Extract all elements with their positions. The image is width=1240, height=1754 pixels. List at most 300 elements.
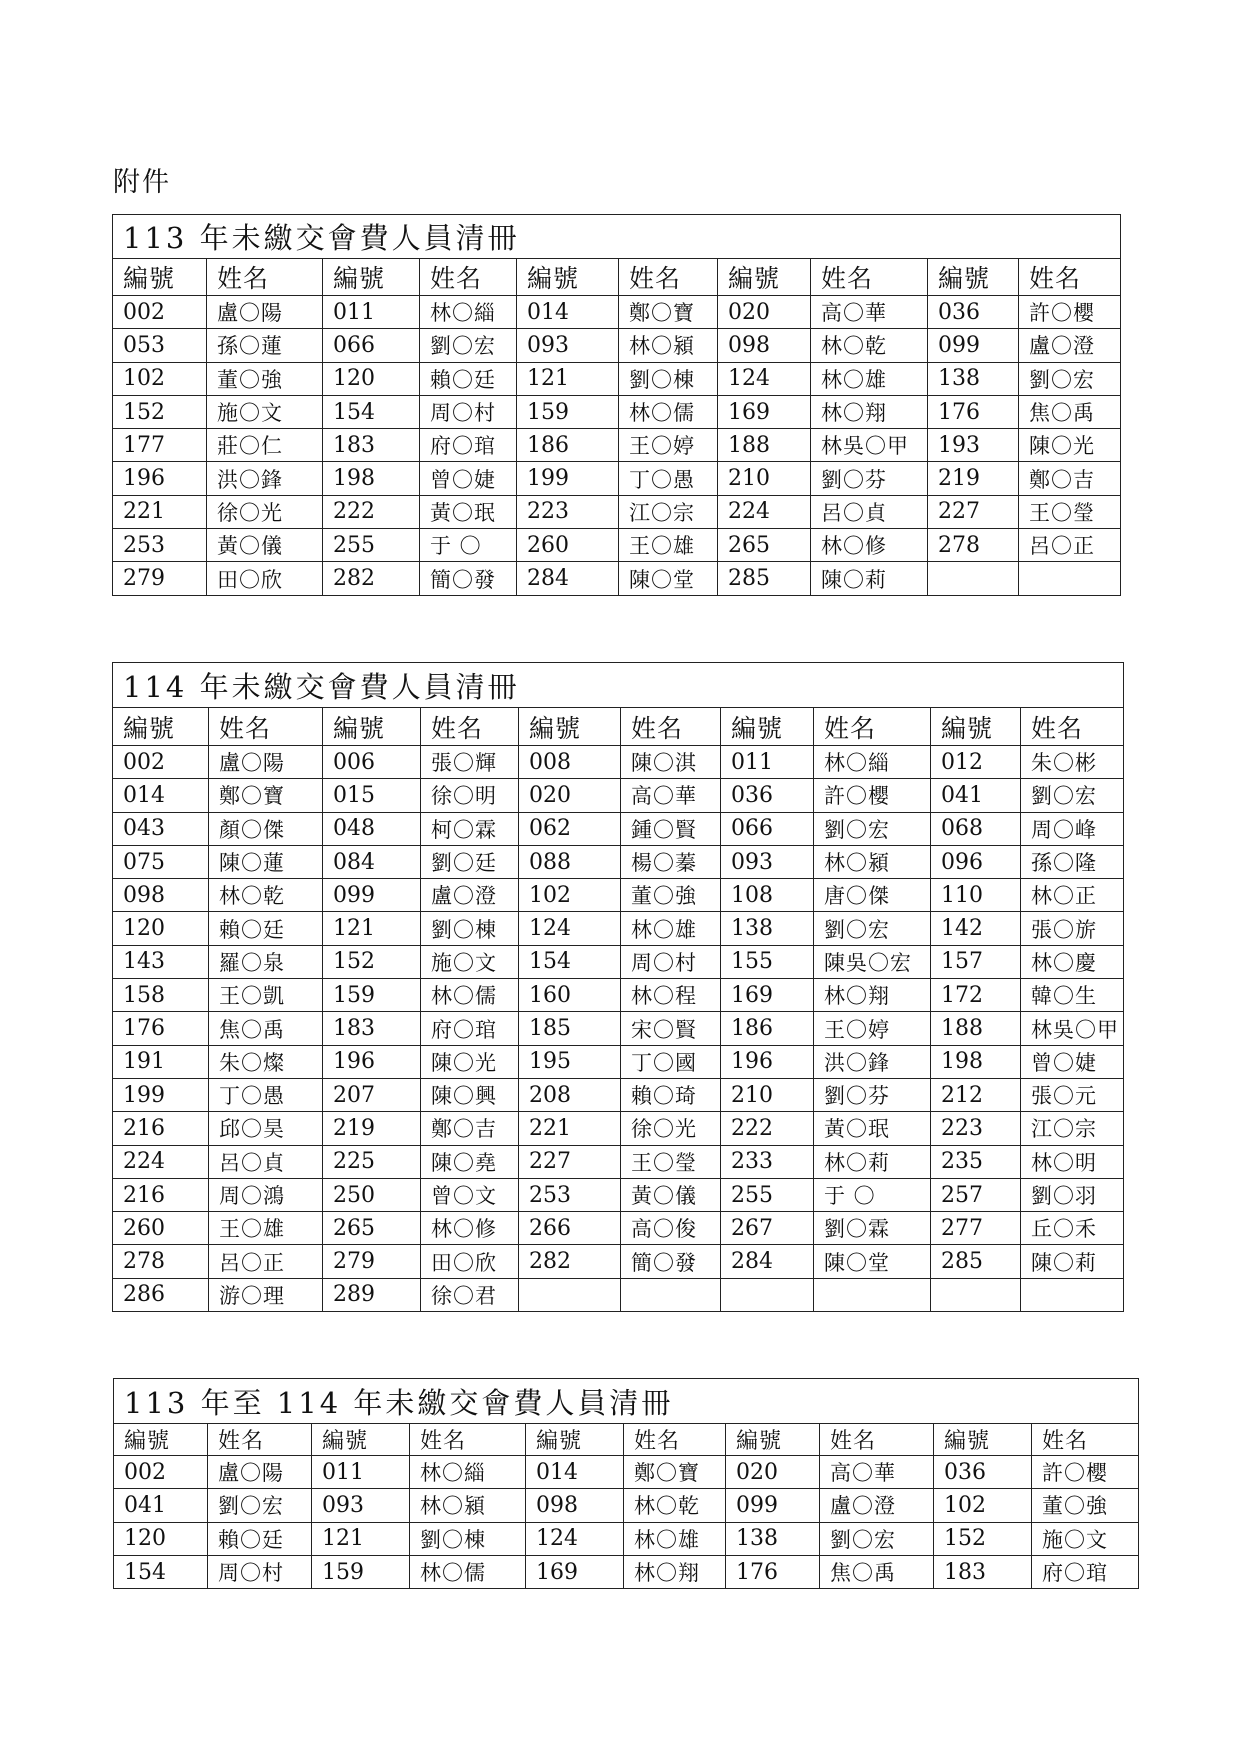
table-row: [113, 462, 1121, 495]
member-name-cell: 洪〇鋒: [814, 1045, 931, 1078]
member-name-cell: 高〇華: [820, 1456, 934, 1489]
member-id-cell: 152: [113, 395, 207, 428]
table-row: [113, 779, 1124, 812]
member-id-cell: 036: [934, 1456, 1032, 1489]
member-id-cell: 002: [113, 296, 207, 329]
member-id-cell: 011: [721, 746, 814, 779]
member-id-cell: 224: [718, 495, 811, 528]
member-name-cell: 劉〇宏: [420, 329, 517, 362]
member-id-cell: 157: [931, 945, 1021, 978]
table-row: [114, 1555, 1139, 1588]
member-id-cell: 278: [113, 1245, 209, 1278]
member-id-cell: 253: [113, 529, 207, 562]
table-row: [113, 912, 1124, 945]
member-name-cell: 唐〇傑: [814, 879, 931, 912]
header-id: 編號: [928, 259, 1019, 296]
header-id: 編號: [517, 259, 619, 296]
member-id-cell: 120: [323, 362, 420, 395]
member-name-cell: 曾〇婕: [420, 462, 517, 495]
table-header-row: [114, 1424, 1139, 1456]
member-id-cell: [928, 562, 1019, 595]
member-id-cell: 266: [519, 1212, 621, 1245]
member-id-cell: 255: [721, 1178, 814, 1211]
member-name-cell: 陳〇堂: [619, 562, 718, 595]
member-name-cell: 劉〇宏: [208, 1489, 312, 1522]
table-row: [114, 1456, 1139, 1489]
member-name-cell: 林吳〇甲: [811, 429, 928, 462]
member-id-cell: 216: [113, 1112, 209, 1145]
member-id-cell: 043: [113, 812, 209, 845]
member-id-cell: 279: [113, 562, 207, 595]
member-name-cell: 林〇乾: [811, 329, 928, 362]
member-id-cell: 093: [312, 1489, 410, 1522]
member-id-cell: 120: [113, 912, 209, 945]
member-id-cell: 185: [519, 1012, 621, 1045]
member-name-cell: 丘〇禾: [1021, 1212, 1124, 1245]
table-row: [113, 879, 1124, 912]
header-name: 姓名: [207, 259, 323, 296]
member-id-cell: 223: [931, 1112, 1021, 1145]
header-name: 姓名: [624, 1424, 726, 1456]
table-title: 113 年至 114 年未繳交會費人員清冊: [114, 1379, 1139, 1424]
member-name-cell: 黃〇儀: [621, 1178, 721, 1211]
member-id-cell: 219: [323, 1112, 421, 1145]
member-name-cell: 林〇緇: [420, 296, 517, 329]
table-title-row: [114, 1379, 1139, 1424]
member-name-cell: 劉〇羽: [1021, 1178, 1124, 1211]
member-name-cell: 邱〇昊: [209, 1112, 323, 1145]
member-id-cell: 048: [323, 812, 421, 845]
member-id-cell: 284: [721, 1245, 814, 1278]
member-name-cell: 張〇元: [1021, 1078, 1124, 1111]
member-id-cell: 084: [323, 845, 421, 878]
member-name-cell: [814, 1278, 931, 1311]
header-name: 姓名: [811, 259, 928, 296]
table-row: [113, 1178, 1124, 1211]
member-name-cell: 施〇文: [421, 945, 519, 978]
member-name-cell: 賴〇廷: [209, 912, 323, 945]
member-id-cell: 169: [721, 979, 814, 1012]
member-name-cell: 丁〇愚: [619, 462, 718, 495]
member-id-cell: 265: [323, 1212, 421, 1245]
member-id-cell: 169: [526, 1555, 624, 1588]
member-id-cell: 121: [323, 912, 421, 945]
member-name-cell: 林〇潁: [814, 845, 931, 878]
member-id-cell: 075: [113, 845, 209, 878]
member-name-cell: 林〇翔: [624, 1555, 726, 1588]
member-id-cell: 066: [323, 329, 420, 362]
table-row: [113, 845, 1124, 878]
table-row: [113, 1112, 1124, 1145]
header-id: 編號: [114, 1424, 208, 1456]
member-name-cell: 賴〇琦: [621, 1078, 721, 1111]
member-id-cell: 207: [323, 1078, 421, 1111]
member-name-cell: 賴〇廷: [208, 1522, 312, 1555]
header-name: 姓名: [1021, 708, 1124, 746]
member-name-cell: 朱〇彬: [1021, 746, 1124, 779]
member-id-cell: 093: [721, 845, 814, 878]
member-name-cell: 林〇潁: [410, 1489, 526, 1522]
member-id-cell: 143: [113, 945, 209, 978]
member-name-cell: 焦〇禹: [1019, 395, 1121, 428]
member-id-cell: 158: [113, 979, 209, 1012]
member-name-cell: 曾〇文: [421, 1178, 519, 1211]
member-name-cell: 陳〇莉: [811, 562, 928, 595]
member-id-cell: 066: [721, 812, 814, 845]
member-name-cell: 江〇宗: [619, 495, 718, 528]
member-id-cell: 008: [519, 746, 621, 779]
roster-table-114: [112, 662, 1124, 1312]
member-id-cell: 199: [113, 1078, 209, 1111]
member-id-cell: 011: [312, 1456, 410, 1489]
attachment-label: 附件: [113, 167, 171, 198]
member-name-cell: 韓〇生: [1021, 979, 1124, 1012]
member-name-cell: 林〇雄: [621, 912, 721, 945]
member-id-cell: 233: [721, 1145, 814, 1178]
member-id-cell: 012: [931, 746, 1021, 779]
table-row: [113, 395, 1121, 428]
member-id-cell: 188: [931, 1012, 1021, 1045]
member-name-cell: 劉〇芬: [811, 462, 928, 495]
table-row: [113, 746, 1124, 779]
member-id-cell: 020: [726, 1456, 820, 1489]
member-id-cell: 011: [323, 296, 420, 329]
member-name-cell: 呂〇正: [1019, 529, 1121, 562]
member-id-cell: 041: [931, 779, 1021, 812]
member-name-cell: 柯〇霖: [421, 812, 519, 845]
member-name-cell: 呂〇貞: [811, 495, 928, 528]
header-id: 編號: [931, 708, 1021, 746]
member-id-cell: 159: [323, 979, 421, 1012]
member-id-cell: 014: [113, 779, 209, 812]
member-id-cell: 196: [113, 462, 207, 495]
header-name: 姓名: [421, 708, 519, 746]
member-name-cell: 林〇儒: [619, 395, 718, 428]
member-id-cell: 155: [721, 945, 814, 978]
member-name-cell: 顏〇傑: [209, 812, 323, 845]
member-id-cell: 222: [721, 1112, 814, 1145]
member-name-cell: 周〇村: [621, 945, 721, 978]
member-id-cell: [519, 1278, 621, 1311]
member-id-cell: 102: [934, 1489, 1032, 1522]
header-id: 編號: [726, 1424, 820, 1456]
table-row: [113, 529, 1121, 562]
table-row: [113, 329, 1121, 362]
member-name-cell: 羅〇泉: [209, 945, 323, 978]
member-id-cell: 124: [519, 912, 621, 945]
member-name-cell: 林〇翔: [814, 979, 931, 1012]
member-id-cell: 014: [517, 296, 619, 329]
member-name-cell: 于 〇: [420, 529, 517, 562]
member-id-cell: 041: [114, 1489, 208, 1522]
member-name-cell: 王〇瑩: [621, 1145, 721, 1178]
member-id-cell: 036: [928, 296, 1019, 329]
header-name: 姓名: [814, 708, 931, 746]
member-name-cell: 黃〇珉: [814, 1112, 931, 1145]
member-id-cell: 152: [323, 945, 421, 978]
table-row: [113, 562, 1121, 595]
header-name: 姓名: [1032, 1424, 1139, 1456]
member-name-cell: 許〇櫻: [1019, 296, 1121, 329]
member-name-cell: 董〇強: [621, 879, 721, 912]
member-id-cell: 169: [718, 395, 811, 428]
header-id: 編號: [113, 708, 209, 746]
member-name-cell: 劉〇棟: [619, 362, 718, 395]
roster-table-113: [112, 214, 1121, 596]
table-row: [114, 1522, 1139, 1555]
member-id-cell: 154: [519, 945, 621, 978]
header-id: 編號: [718, 259, 811, 296]
member-id-cell: 020: [519, 779, 621, 812]
member-id-cell: 096: [931, 845, 1021, 878]
header-id: 編號: [934, 1424, 1032, 1456]
member-name-cell: 田〇欣: [421, 1245, 519, 1278]
table-header-row: [113, 259, 1121, 296]
member-id-cell: 014: [526, 1456, 624, 1489]
member-id-cell: 138: [928, 362, 1019, 395]
member-name-cell: 黃〇儀: [207, 529, 323, 562]
table-row: [113, 1145, 1124, 1178]
member-id-cell: 212: [931, 1078, 1021, 1111]
member-name-cell: 林〇程: [621, 979, 721, 1012]
member-name-cell: 張〇旂: [1021, 912, 1124, 945]
member-name-cell: 施〇文: [1032, 1522, 1139, 1555]
member-id-cell: 108: [721, 879, 814, 912]
member-id-cell: 235: [931, 1145, 1021, 1178]
member-id-cell: 172: [931, 979, 1021, 1012]
header-name: 姓名: [1019, 259, 1121, 296]
member-name-cell: 徐〇光: [621, 1112, 721, 1145]
member-id-cell: 120: [114, 1522, 208, 1555]
member-name-cell: 劉〇棟: [410, 1522, 526, 1555]
member-id-cell: 124: [718, 362, 811, 395]
member-name-cell: 盧〇陽: [208, 1456, 312, 1489]
member-name-cell: 游〇理: [209, 1278, 323, 1311]
member-id-cell: 053: [113, 329, 207, 362]
member-id-cell: 124: [526, 1522, 624, 1555]
member-id-cell: 177: [113, 429, 207, 462]
member-id-cell: 221: [519, 1112, 621, 1145]
member-id-cell: 154: [323, 395, 420, 428]
member-id-cell: 152: [934, 1522, 1032, 1555]
member-name-cell: 許〇櫻: [1032, 1456, 1139, 1489]
member-id-cell: 208: [519, 1078, 621, 1111]
member-id-cell: 098: [526, 1489, 624, 1522]
member-id-cell: 191: [113, 1045, 209, 1078]
table-row: [113, 1245, 1124, 1278]
member-id-cell: 121: [312, 1522, 410, 1555]
member-id-cell: 015: [323, 779, 421, 812]
member-name-cell: 王〇雄: [619, 529, 718, 562]
member-name-cell: 鄭〇寶: [209, 779, 323, 812]
member-id-cell: 102: [113, 362, 207, 395]
table-header-row: [113, 708, 1124, 746]
header-id: 編號: [519, 708, 621, 746]
member-id-cell: 006: [323, 746, 421, 779]
member-name-cell: 盧〇澄: [820, 1489, 934, 1522]
header-name: 姓名: [208, 1424, 312, 1456]
member-name-cell: 王〇婷: [619, 429, 718, 462]
member-id-cell: 286: [113, 1278, 209, 1311]
member-name-cell: 劉〇棟: [421, 912, 519, 945]
member-id-cell: 257: [931, 1178, 1021, 1211]
member-name-cell: 董〇強: [207, 362, 323, 395]
member-id-cell: [931, 1278, 1021, 1311]
member-name-cell: 林吳〇甲: [1021, 1012, 1124, 1045]
header-id: 編號: [323, 708, 421, 746]
member-name-cell: 鄭〇吉: [1019, 462, 1121, 495]
header-id: 編號: [323, 259, 420, 296]
header-name: 姓名: [209, 708, 323, 746]
member-name-cell: 陳〇堂: [814, 1245, 931, 1278]
member-id-cell: 093: [517, 329, 619, 362]
member-id-cell: 110: [931, 879, 1021, 912]
member-name-cell: 鄭〇寶: [619, 296, 718, 329]
member-name-cell: 丁〇國: [621, 1045, 721, 1078]
header-name: 姓名: [420, 259, 517, 296]
member-name-cell: 陳吳〇宏: [814, 945, 931, 978]
member-id-cell: 020: [718, 296, 811, 329]
table-title: 113 年未繳交會費人員清冊: [113, 215, 1121, 259]
member-id-cell: 260: [517, 529, 619, 562]
member-id-cell: 210: [718, 462, 811, 495]
member-name-cell: 劉〇宏: [820, 1522, 934, 1555]
member-name-cell: 徐〇明: [421, 779, 519, 812]
member-name-cell: 府〇琯: [421, 1012, 519, 1045]
member-name-cell: 呂〇正: [209, 1245, 323, 1278]
table-row: [113, 979, 1124, 1012]
table-row: [113, 429, 1121, 462]
member-id-cell: 154: [114, 1555, 208, 1588]
member-name-cell: 劉〇宏: [1019, 362, 1121, 395]
member-name-cell: 黃〇珉: [420, 495, 517, 528]
member-name-cell: 陳〇蓮: [209, 845, 323, 878]
member-id-cell: 098: [113, 879, 209, 912]
member-name-cell: 陳〇光: [1019, 429, 1121, 462]
table-row: [113, 362, 1121, 395]
table-row: [113, 1045, 1124, 1078]
member-id-cell: 222: [323, 495, 420, 528]
member-name-cell: 孫〇隆: [1021, 845, 1124, 878]
member-name-cell: 林〇儒: [421, 979, 519, 1012]
member-id-cell: 225: [323, 1145, 421, 1178]
member-name-cell: 于 〇: [814, 1178, 931, 1211]
member-name-cell: 王〇瑩: [1019, 495, 1121, 528]
member-id-cell: 277: [931, 1212, 1021, 1245]
member-name-cell: 府〇琯: [420, 429, 517, 462]
member-name-cell: 高〇華: [811, 296, 928, 329]
member-id-cell: 102: [519, 879, 621, 912]
table-row: [113, 1078, 1124, 1111]
member-id-cell: 255: [323, 529, 420, 562]
member-name-cell: 林〇緇: [410, 1456, 526, 1489]
member-name-cell: 林〇緇: [814, 746, 931, 779]
table-row: [113, 1278, 1124, 1311]
header-id: 編號: [113, 259, 207, 296]
member-id-cell: 099: [323, 879, 421, 912]
member-name-cell: 宋〇賢: [621, 1012, 721, 1045]
table-title: 114 年未繳交會費人員清冊: [113, 663, 1124, 708]
member-name-cell: 陳〇淇: [621, 746, 721, 779]
member-id-cell: 284: [517, 562, 619, 595]
member-name-cell: 施〇文: [207, 395, 323, 428]
table-row: [113, 945, 1124, 978]
member-name-cell: 王〇婷: [814, 1012, 931, 1045]
member-id-cell: 088: [519, 845, 621, 878]
roster-table-113-114: [113, 1378, 1139, 1589]
member-name-cell: 焦〇禹: [820, 1555, 934, 1588]
member-name-cell: 徐〇君: [421, 1278, 519, 1311]
member-name-cell: 呂〇貞: [209, 1145, 323, 1178]
table-row: [113, 495, 1121, 528]
member-id-cell: 196: [323, 1045, 421, 1078]
member-name-cell: 賴〇廷: [420, 362, 517, 395]
member-id-cell: 253: [519, 1178, 621, 1211]
member-id-cell: 219: [928, 462, 1019, 495]
member-id-cell: 183: [323, 1012, 421, 1045]
header-name: 姓名: [820, 1424, 934, 1456]
member-id-cell: 186: [721, 1012, 814, 1045]
member-name-cell: 焦〇禹: [209, 1012, 323, 1045]
member-name-cell: 盧〇澄: [1019, 329, 1121, 362]
member-id-cell: 199: [517, 462, 619, 495]
member-id-cell: 186: [517, 429, 619, 462]
member-name-cell: 劉〇芬: [814, 1078, 931, 1111]
member-name-cell: 徐〇光: [207, 495, 323, 528]
member-name-cell: 劉〇宏: [814, 912, 931, 945]
member-id-cell: 282: [519, 1245, 621, 1278]
member-id-cell: 227: [928, 495, 1019, 528]
member-id-cell: 267: [721, 1212, 814, 1245]
member-id-cell: 183: [323, 429, 420, 462]
table-row: [113, 1012, 1124, 1045]
member-name-cell: 林〇乾: [209, 879, 323, 912]
member-name-cell: 周〇村: [208, 1555, 312, 1588]
table-row: [113, 1212, 1124, 1245]
member-name-cell: 鄭〇寶: [624, 1456, 726, 1489]
member-name-cell: 林〇潁: [619, 329, 718, 362]
header-id: 編號: [526, 1424, 624, 1456]
member-id-cell: 195: [519, 1045, 621, 1078]
member-id-cell: 221: [113, 495, 207, 528]
member-name-cell: 朱〇燦: [209, 1045, 323, 1078]
member-name-cell: 周〇峰: [1021, 812, 1124, 845]
header-id: 編號: [312, 1424, 410, 1456]
member-id-cell: 223: [517, 495, 619, 528]
member-name-cell: 陳〇光: [421, 1045, 519, 1078]
member-id-cell: 282: [323, 562, 420, 595]
member-name-cell: 盧〇澄: [421, 879, 519, 912]
member-name-cell: [621, 1278, 721, 1311]
member-name-cell: 周〇村: [420, 395, 517, 428]
member-name-cell: 張〇輝: [421, 746, 519, 779]
member-name-cell: 丁〇愚: [209, 1078, 323, 1111]
member-name-cell: 陳〇莉: [1021, 1245, 1124, 1278]
member-name-cell: 王〇雄: [209, 1212, 323, 1245]
member-name-cell: [1021, 1278, 1124, 1311]
member-id-cell: 099: [928, 329, 1019, 362]
member-name-cell: 盧〇陽: [209, 746, 323, 779]
member-name-cell: 林〇雄: [624, 1522, 726, 1555]
member-id-cell: 062: [519, 812, 621, 845]
member-id-cell: 159: [517, 395, 619, 428]
member-name-cell: 洪〇鋒: [207, 462, 323, 495]
member-id-cell: 198: [323, 462, 420, 495]
member-name-cell: 董〇強: [1032, 1489, 1139, 1522]
member-id-cell: 260: [113, 1212, 209, 1245]
member-id-cell: 098: [718, 329, 811, 362]
header-id: 編號: [721, 708, 814, 746]
